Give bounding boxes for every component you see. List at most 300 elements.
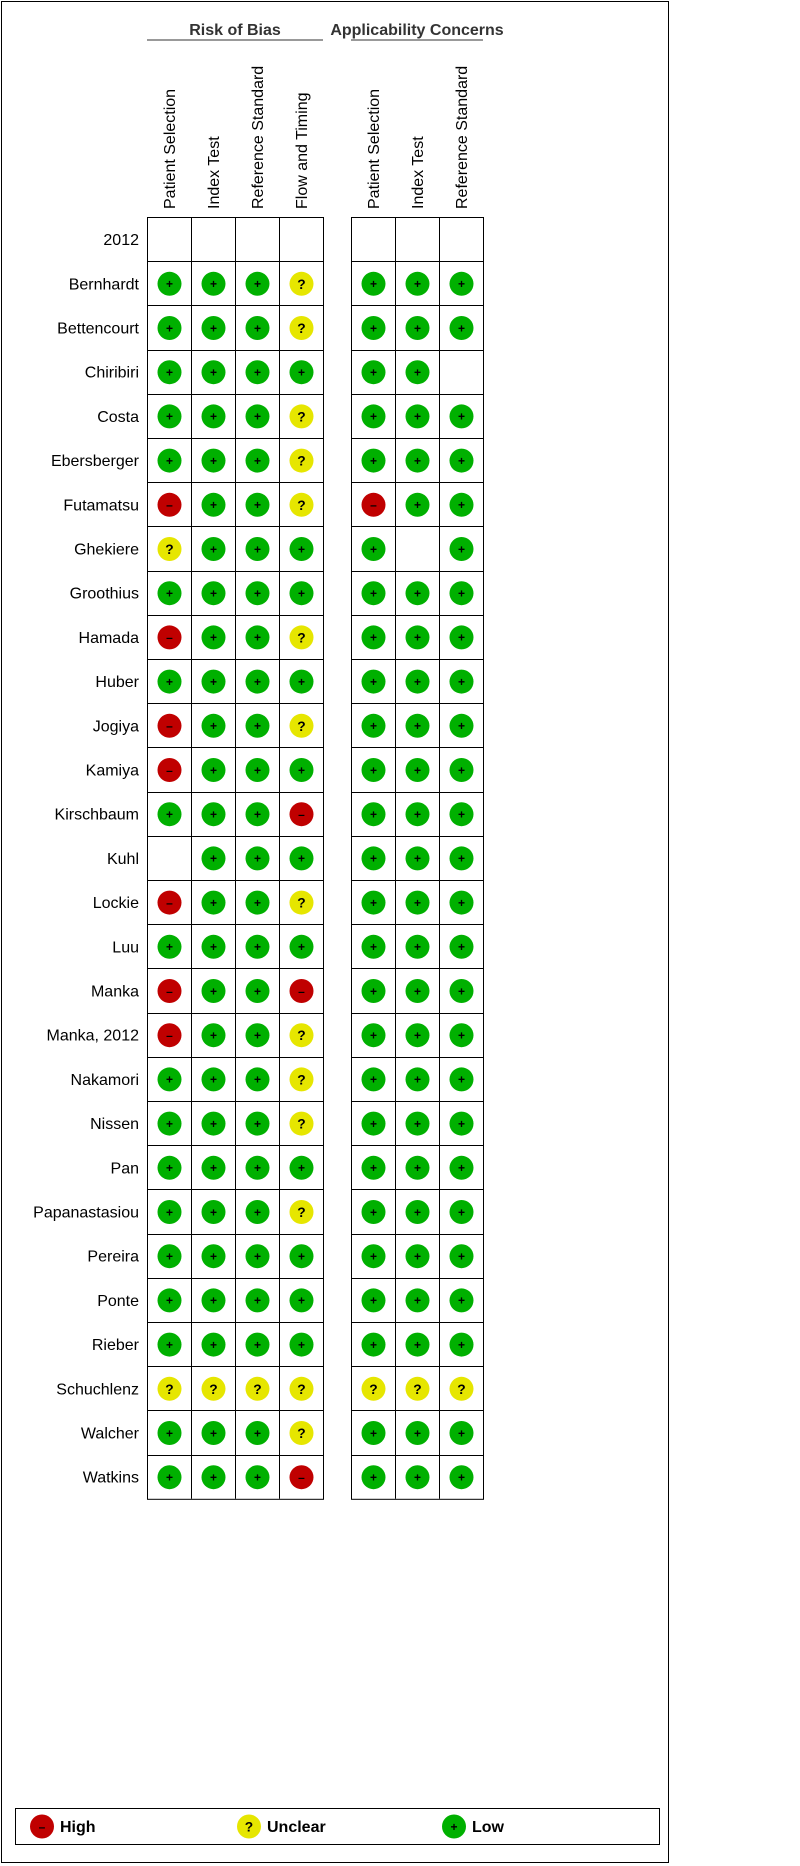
- cell-low-icon: [450, 714, 474, 738]
- cell-low-icon-symbol: +: [209, 586, 218, 601]
- cell-low-icon-symbol: +: [209, 409, 218, 424]
- cell-unclear-icon: [290, 493, 314, 517]
- cell-low-icon: [362, 360, 386, 384]
- cell-low-icon: [246, 581, 270, 605]
- cell-low-icon-symbol: +: [413, 453, 422, 468]
- cell-low-icon-symbol: +: [369, 365, 378, 380]
- cell-low-icon: [406, 1244, 430, 1268]
- cell-low-icon-symbol: +: [253, 1337, 262, 1352]
- cell-low-icon: [246, 625, 270, 649]
- cell-low-icon-symbol: +: [209, 940, 218, 955]
- cell-low-icon-symbol: +: [209, 1205, 218, 1220]
- cell-low-icon-symbol: +: [457, 984, 466, 999]
- cell-low-icon: [290, 1333, 314, 1357]
- cell-low-icon-symbol: +: [209, 1470, 218, 1485]
- cell-low-icon: [158, 404, 182, 428]
- cell-low-icon-symbol: +: [297, 1249, 306, 1264]
- cell-low-icon-symbol: +: [209, 630, 218, 645]
- cell-low-icon: [202, 537, 226, 561]
- cell-low-icon-symbol: +: [413, 365, 422, 380]
- cell-low-icon: [158, 935, 182, 959]
- cell-low-icon: [202, 581, 226, 605]
- cell-low-icon: [202, 979, 226, 1003]
- cell-low-icon: [406, 802, 430, 826]
- cell-low-icon-symbol: +: [457, 940, 466, 955]
- cell-low-icon: [450, 1067, 474, 1091]
- cell-low-icon: [450, 493, 474, 517]
- cell-low-icon: [246, 1200, 270, 1224]
- study-label: Watkins: [82, 1469, 139, 1487]
- cell-low-icon: [406, 1200, 430, 1224]
- cell-low-icon-symbol: +: [297, 674, 306, 689]
- cell-high-icon-symbol: –: [298, 984, 305, 999]
- cell-low-icon: [362, 449, 386, 473]
- cell-low-icon: [246, 449, 270, 473]
- cell-low-icon: [406, 1156, 430, 1180]
- cell-unclear-icon: [158, 1377, 182, 1401]
- cell-low-icon: [158, 1112, 182, 1136]
- cell-low-icon: [406, 1421, 430, 1445]
- cell-low-icon: [450, 625, 474, 649]
- cell-low-icon-symbol: +: [457, 453, 466, 468]
- cell-low-icon: [362, 979, 386, 1003]
- cell-low-icon-symbol: +: [413, 1293, 422, 1308]
- cell-unclear-icon: [158, 537, 182, 561]
- cell-unclear-icon-symbol: ?: [297, 895, 306, 911]
- cell-low-icon: [202, 891, 226, 915]
- cell-low-icon-symbol: +: [369, 674, 378, 689]
- study-label: Huber: [95, 674, 139, 692]
- cell-low-icon-symbol: +: [413, 321, 422, 336]
- cell-unclear-icon: [290, 625, 314, 649]
- cell-low-icon: [450, 1023, 474, 1047]
- cell-low-icon-symbol: +: [165, 321, 174, 336]
- cell-low-icon-symbol: +: [413, 763, 422, 778]
- cell-low-icon-symbol: +: [209, 1426, 218, 1441]
- cell-high-icon: [158, 891, 182, 915]
- cell-low-icon: [246, 846, 270, 870]
- cell-low-icon-symbol: +: [457, 895, 466, 910]
- cell-low-icon-symbol: +: [369, 1293, 378, 1308]
- legend-low-icon: [442, 1815, 466, 1839]
- cell-unclear-icon-symbol: ?: [253, 1381, 262, 1397]
- cell-unclear-icon: [406, 1377, 430, 1401]
- cell-unclear-icon-symbol: ?: [297, 718, 306, 734]
- cell-low-icon: [290, 670, 314, 694]
- cell-low-icon: [202, 1333, 226, 1357]
- cell-low-icon-symbol: +: [369, 542, 378, 557]
- cell-high-icon-symbol: –: [166, 763, 173, 778]
- cell-low-icon: [406, 1067, 430, 1091]
- cell-low-icon-symbol: +: [413, 1337, 422, 1352]
- cell-low-icon: [362, 1112, 386, 1136]
- cell-low-icon-symbol: +: [165, 1426, 174, 1441]
- cell-low-icon-symbol: +: [253, 586, 262, 601]
- cell-low-icon-symbol: +: [253, 1028, 262, 1043]
- cell-unclear-icon-symbol: ?: [457, 1381, 466, 1397]
- cell-low-icon: [246, 1465, 270, 1489]
- cell-low-icon: [406, 493, 430, 517]
- cell-low-icon-symbol: +: [369, 321, 378, 336]
- cell-low-icon-symbol: +: [457, 498, 466, 513]
- legend-label-high: High: [60, 1819, 96, 1836]
- cell-low-icon-symbol: +: [209, 321, 218, 336]
- cell-unclear-icon-symbol: ?: [165, 1381, 174, 1397]
- cell-low-icon-symbol: +: [413, 409, 422, 424]
- cell-low-icon: [450, 1244, 474, 1268]
- cell-low-icon-symbol: +: [413, 1116, 422, 1131]
- cell-low-icon: [158, 1244, 182, 1268]
- cell-low-icon-symbol: +: [457, 1470, 466, 1485]
- cell-low-icon: [158, 1200, 182, 1224]
- cell-low-icon: [202, 625, 226, 649]
- cell-high-icon: [158, 493, 182, 517]
- cell-low-icon: [246, 758, 270, 782]
- cell-high-icon-symbol: –: [166, 895, 173, 910]
- cell-low-icon-symbol: +: [457, 586, 466, 601]
- cell-low-icon-symbol: +: [457, 719, 466, 734]
- cell-low-icon: [202, 1244, 226, 1268]
- cell-low-icon: [362, 846, 386, 870]
- cell-low-icon-symbol: +: [369, 719, 378, 734]
- cell-low-icon: [290, 1156, 314, 1180]
- cell-low-icon: [362, 1200, 386, 1224]
- cell-low-icon: [290, 758, 314, 782]
- cell-low-icon: [362, 1465, 386, 1489]
- cell-low-icon-symbol: +: [209, 984, 218, 999]
- cell-high-icon-symbol: –: [166, 1028, 173, 1043]
- study-label: Chiribiri: [84, 364, 139, 382]
- cell-unclear-icon-symbol: ?: [165, 541, 174, 557]
- cell-low-icon-symbol: +: [165, 807, 174, 822]
- cell-low-icon: [158, 360, 182, 384]
- cell-low-icon: [362, 625, 386, 649]
- cell-low-icon-symbol: +: [253, 1249, 262, 1264]
- cell-low-icon-symbol: +: [457, 1293, 466, 1308]
- cell-low-icon-symbol: +: [297, 365, 306, 380]
- cell-low-icon-symbol: +: [369, 807, 378, 822]
- cell-low-icon-symbol: +: [369, 409, 378, 424]
- study-label: Nakamori: [70, 1071, 139, 1089]
- cell-low-icon-symbol: +: [457, 321, 466, 336]
- cell-low-icon: [362, 272, 386, 296]
- study-label: Schuchlenz: [56, 1381, 139, 1399]
- cell-low-icon-symbol: +: [297, 586, 306, 601]
- cell-low-icon: [246, 1421, 270, 1445]
- column-header-1-1: Index Test: [410, 136, 427, 209]
- study-label: Costa: [97, 408, 139, 426]
- cell-low-icon-symbol: +: [369, 586, 378, 601]
- cell-unclear-icon: [202, 1377, 226, 1401]
- cell-low-icon: [406, 449, 430, 473]
- cell-high-icon-symbol: –: [370, 498, 377, 513]
- cell-low-icon: [406, 360, 430, 384]
- column-header-0-1: Index Test: [206, 136, 223, 209]
- cell-low-icon: [202, 1200, 226, 1224]
- cell-low-icon: [362, 1244, 386, 1268]
- cell-low-icon: [290, 537, 314, 561]
- study-label: 2012: [103, 232, 139, 250]
- cell-low-icon-symbol: +: [413, 1426, 422, 1441]
- cell-low-icon: [246, 1333, 270, 1357]
- cell-low-icon-symbol: +: [369, 763, 378, 778]
- cell-low-icon-symbol: +: [209, 1337, 218, 1352]
- cell-low-icon: [202, 802, 226, 826]
- chart-frame: [1, 1, 669, 1863]
- cell-high-icon: [158, 758, 182, 782]
- cell-low-icon: [450, 581, 474, 605]
- cell-low-icon: [202, 1465, 226, 1489]
- cell-low-icon-symbol: +: [413, 1249, 422, 1264]
- cell-low-icon-symbol: +: [253, 940, 262, 955]
- cell-low-icon: [246, 802, 270, 826]
- cell-low-icon: [246, 1156, 270, 1180]
- cell-low-icon-symbol: +: [209, 1028, 218, 1043]
- cell-low-icon: [202, 404, 226, 428]
- study-label: Rieber: [91, 1337, 139, 1355]
- cell-unclear-icon: [290, 714, 314, 738]
- study-label: Kuhl: [106, 850, 139, 868]
- cell-low-icon-symbol: +: [413, 851, 422, 866]
- cell-low-icon: [450, 404, 474, 428]
- cell-low-icon: [158, 449, 182, 473]
- cell-low-icon-symbol: +: [165, 586, 174, 601]
- cell-unclear-icon-symbol: ?: [297, 1204, 306, 1220]
- cell-low-icon: [450, 1288, 474, 1312]
- cell-low-icon: [362, 935, 386, 959]
- cell-low-icon: [362, 1421, 386, 1445]
- cell-low-icon: [246, 360, 270, 384]
- cell-low-icon-symbol: +: [253, 674, 262, 689]
- column-header-0-0: Patient Selection: [162, 88, 179, 209]
- study-label: Groothius: [69, 585, 139, 603]
- study-label: Kamiya: [85, 762, 139, 780]
- cell-low-icon: [246, 493, 270, 517]
- cell-low-icon-symbol: +: [457, 763, 466, 778]
- cell-low-icon: [158, 1421, 182, 1445]
- cell-low-icon: [290, 360, 314, 384]
- cell-low-icon-symbol: +: [165, 1161, 174, 1176]
- study-label: Luu: [112, 939, 139, 957]
- cell-low-icon-symbol: +: [209, 807, 218, 822]
- cell-low-icon: [202, 846, 226, 870]
- cell-low-icon-symbol: +: [457, 807, 466, 822]
- cell-low-icon: [450, 802, 474, 826]
- cell-low-icon-symbol: +: [457, 1116, 466, 1131]
- cell-low-icon-symbol: +: [253, 1426, 262, 1441]
- cell-low-icon: [246, 1244, 270, 1268]
- cell-low-icon-symbol: +: [253, 851, 262, 866]
- cell-low-icon-symbol: +: [369, 1161, 378, 1176]
- cell-low-icon-symbol: +: [369, 1337, 378, 1352]
- cell-unclear-icon-symbol: ?: [297, 1072, 306, 1088]
- cell-low-icon-symbol: +: [165, 1470, 174, 1485]
- cell-unclear-icon: [290, 316, 314, 340]
- cell-low-icon: [202, 1288, 226, 1312]
- cell-low-icon-symbol: +: [209, 851, 218, 866]
- cell-low-icon: [406, 272, 430, 296]
- cell-low-icon-symbol: +: [457, 277, 466, 292]
- cell-low-icon: [450, 1156, 474, 1180]
- cell-low-icon: [290, 935, 314, 959]
- cell-low-icon-symbol: +: [209, 453, 218, 468]
- cell-low-icon-symbol: +: [369, 1249, 378, 1264]
- cell-low-icon-symbol: +: [297, 1293, 306, 1308]
- cell-low-icon: [362, 316, 386, 340]
- cell-low-icon: [406, 625, 430, 649]
- cell-low-icon: [246, 714, 270, 738]
- cell-low-icon-symbol: +: [413, 807, 422, 822]
- cell-low-icon-symbol: +: [209, 763, 218, 778]
- cell-low-icon: [202, 758, 226, 782]
- cell-unclear-icon: [290, 1421, 314, 1445]
- cell-low-icon-symbol: +: [413, 277, 422, 292]
- cell-unclear-icon-symbol: ?: [297, 1381, 306, 1397]
- cell-low-icon-symbol: +: [165, 1293, 174, 1308]
- cell-low-icon: [202, 1421, 226, 1445]
- cell-low-icon-symbol: +: [253, 277, 262, 292]
- study-label: Ghekiere: [74, 541, 139, 559]
- cell-unclear-icon-symbol: ?: [297, 630, 306, 646]
- cell-low-icon-symbol: +: [209, 1116, 218, 1131]
- cell-high-icon: [290, 1465, 314, 1489]
- cell-low-icon: [362, 758, 386, 782]
- cell-low-icon-symbol: +: [253, 719, 262, 734]
- cell-low-icon-symbol: +: [413, 498, 422, 513]
- cell-low-icon: [158, 670, 182, 694]
- cell-low-icon: [362, 404, 386, 428]
- cell-high-icon: [158, 625, 182, 649]
- cell-high-icon: [362, 493, 386, 517]
- cell-low-icon-symbol: +: [253, 321, 262, 336]
- study-label: Bernhardt: [68, 276, 139, 294]
- study-label: Nissen: [90, 1116, 139, 1134]
- cell-high-icon-symbol: –: [166, 630, 173, 645]
- cell-low-icon: [406, 316, 430, 340]
- cell-high-icon: [158, 1023, 182, 1047]
- cell-low-icon-symbol: +: [369, 1470, 378, 1485]
- cell-low-icon-symbol: +: [209, 895, 218, 910]
- cell-low-icon-symbol: +: [253, 542, 262, 557]
- cell-low-icon: [158, 1156, 182, 1180]
- cell-unclear-icon: [246, 1377, 270, 1401]
- group-title-0: Risk of Bias: [189, 22, 281, 39]
- study-label: Futamatsu: [63, 497, 139, 515]
- cell-low-icon-symbol: +: [457, 674, 466, 689]
- cell-low-icon: [202, 493, 226, 517]
- risk-of-bias-chart: [2, 2, 670, 1864]
- cell-low-icon: [450, 1421, 474, 1445]
- cell-low-icon-symbol: +: [297, 542, 306, 557]
- cell-low-icon-symbol: +: [457, 630, 466, 645]
- cell-low-icon: [202, 1067, 226, 1091]
- cell-unclear-icon-symbol: ?: [297, 1425, 306, 1441]
- cell-unclear-icon: [290, 1023, 314, 1047]
- legend-label-unclear: Unclear: [267, 1819, 326, 1836]
- cell-low-icon: [450, 316, 474, 340]
- cell-low-icon: [246, 1288, 270, 1312]
- cell-low-icon-symbol: +: [165, 1249, 174, 1264]
- cell-low-icon-symbol: +: [209, 674, 218, 689]
- cell-low-icon-symbol: +: [413, 1205, 422, 1220]
- cell-low-icon-symbol: +: [369, 1028, 378, 1043]
- column-header-1-0: Patient Selection: [366, 88, 383, 209]
- study-label: Pan: [110, 1160, 139, 1178]
- cell-low-icon-symbol: +: [253, 630, 262, 645]
- cell-low-icon: [450, 1333, 474, 1357]
- cell-low-icon: [158, 1288, 182, 1312]
- cell-unclear-icon-symbol: ?: [297, 276, 306, 292]
- cell-low-icon-symbol: +: [165, 453, 174, 468]
- legend-low-icon-symbol: +: [450, 1819, 458, 1834]
- cell-low-icon: [406, 1023, 430, 1047]
- cell-low-icon-symbol: +: [209, 1249, 218, 1264]
- cell-unclear-icon-symbol: ?: [297, 320, 306, 336]
- cell-low-icon: [406, 404, 430, 428]
- cell-low-icon: [450, 1200, 474, 1224]
- cell-low-icon-symbol: +: [165, 1072, 174, 1087]
- cell-unclear-icon-symbol: ?: [297, 409, 306, 425]
- study-label: Manka: [90, 983, 139, 1001]
- cell-high-icon: [290, 979, 314, 1003]
- legend-unclear-icon-symbol: ?: [244, 1819, 254, 1835]
- cell-low-icon: [362, 1156, 386, 1180]
- cell-low-icon: [362, 714, 386, 738]
- cell-low-icon: [246, 1067, 270, 1091]
- cell-low-icon-symbol: +: [413, 1072, 422, 1087]
- study-label: Hamada: [78, 629, 139, 647]
- cell-low-icon-symbol: +: [165, 277, 174, 292]
- cell-unclear-icon-symbol: ?: [413, 1381, 422, 1397]
- cell-low-icon: [158, 1465, 182, 1489]
- cell-low-icon: [450, 670, 474, 694]
- legend-label-low: Low: [472, 1819, 504, 1836]
- cell-low-icon-symbol: +: [253, 984, 262, 999]
- cell-unclear-icon: [450, 1377, 474, 1401]
- cell-low-icon-symbol: +: [413, 719, 422, 734]
- cell-low-icon-symbol: +: [209, 1293, 218, 1308]
- legend-unclear-icon: [237, 1815, 261, 1839]
- study-label: Lockie: [92, 895, 139, 913]
- cell-low-icon-symbol: +: [457, 542, 466, 557]
- cell-low-icon: [158, 272, 182, 296]
- study-label: Jogiya: [92, 718, 139, 736]
- cell-low-icon-symbol: +: [413, 940, 422, 955]
- cell-low-icon-symbol: +: [165, 940, 174, 955]
- cell-low-icon: [246, 670, 270, 694]
- cell-low-icon: [406, 581, 430, 605]
- legend-high-icon-symbol: –: [38, 1819, 46, 1834]
- cell-low-icon: [246, 272, 270, 296]
- cell-high-icon-symbol: –: [166, 498, 173, 513]
- cell-low-icon: [450, 449, 474, 473]
- cell-low-icon: [362, 1067, 386, 1091]
- cell-low-icon: [450, 272, 474, 296]
- cell-low-icon: [406, 846, 430, 870]
- column-header-0-2: Reference Standard: [250, 65, 267, 209]
- cell-low-icon: [246, 1112, 270, 1136]
- column-header-0-3: Flow and Timing: [294, 92, 311, 209]
- study-label: Walcher: [80, 1425, 139, 1443]
- cell-low-icon-symbol: +: [413, 895, 422, 910]
- cell-low-icon: [406, 758, 430, 782]
- cell-low-icon: [406, 1112, 430, 1136]
- cell-low-icon: [450, 935, 474, 959]
- study-label: Ebersberger: [50, 453, 139, 471]
- cell-low-icon: [450, 758, 474, 782]
- cell-high-icon-symbol: –: [166, 719, 173, 734]
- cell-low-icon-symbol: +: [253, 1470, 262, 1485]
